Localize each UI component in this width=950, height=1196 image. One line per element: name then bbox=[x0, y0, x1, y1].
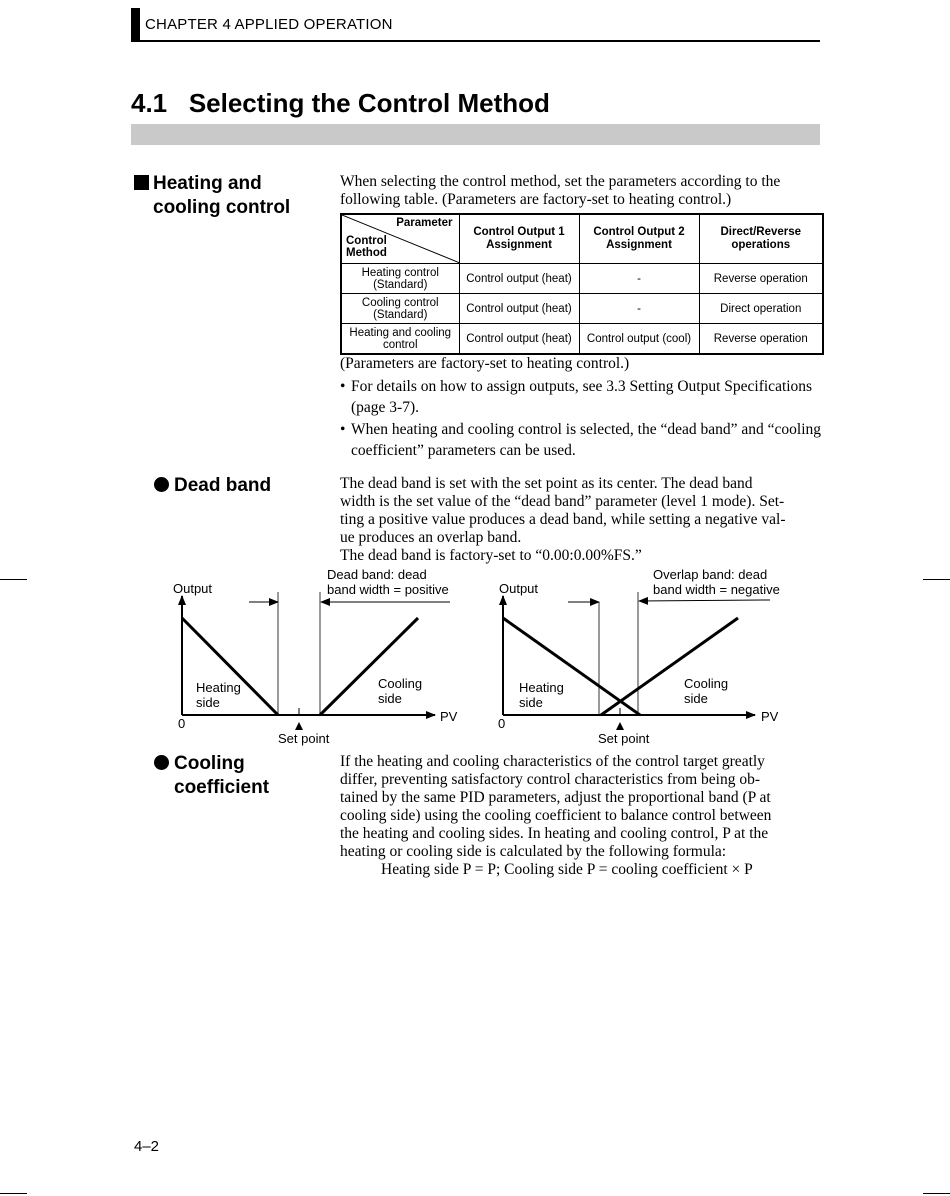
heating-cooling-heading: Heating and cooling control bbox=[134, 172, 290, 220]
chapter-header: CHAPTER 4 APPLIED OPERATION bbox=[145, 16, 393, 33]
crop-mark bbox=[0, 1193, 27, 1194]
crop-mark bbox=[0, 579, 27, 580]
list-item: • When heating and cooling control is selected, the “dead band” and “cooling coefficient” parameters can be used. bbox=[340, 421, 821, 459]
table-cell: Control output (cool) bbox=[579, 324, 699, 355]
cooling-coefficient-text: If the heating and cooling characteristics of the control target greatly differ, preventing satisfactory control characteristics from being ob- tained by the same PID parameters, adjust the proportional band (P at cooling side) using the cooling coefficient to balance control between the heating and cooling sides. In heating and cooling control, P at the heating or cooling side is calculated by the following formula: Heating side P = P; Cooling side P = cooling coefficient × P bbox=[340, 753, 830, 879]
heating-side-label: side bbox=[519, 695, 543, 710]
table-row bbox=[341, 324, 823, 355]
factory-note: (Parameters are factory-set to heating control.) bbox=[340, 355, 630, 372]
band-label: band width = positive bbox=[327, 582, 449, 597]
crop-mark bbox=[923, 579, 950, 580]
table-cell: Control output (heat) bbox=[459, 264, 579, 294]
band-label: Dead band: dead bbox=[327, 567, 427, 582]
method-cell: Heating and cooling control bbox=[341, 324, 459, 355]
square-bullet-icon bbox=[134, 175, 149, 190]
heating-side-label: side bbox=[196, 695, 220, 710]
origin-label: 0 bbox=[498, 716, 506, 731]
circle-bullet-icon bbox=[154, 477, 169, 492]
band-arrow bbox=[639, 600, 770, 601]
list-item: • For details on how to assign outputs, see 3.3 Setting Output Specifications (page 3-7). bbox=[340, 378, 813, 416]
table-cell: Control output (heat) bbox=[459, 324, 579, 355]
pv-label: PV bbox=[440, 709, 458, 724]
column-header: Direct/Reverse operations bbox=[699, 214, 823, 264]
dead-band-text: The dead band is set with the set point as its center. The dead band width is the set value of the “dead band” parameter (level 1 mode). Set- ting a positive value produces a dead band, while setting a negative val- ue produces an overlap band. The dead band is factory-set to “0.00:0.00%FS.” bbox=[340, 475, 786, 564]
formula: Heating side P = P; Cooling side P = cooling coefficient × P bbox=[381, 861, 753, 878]
column-header: Control Output 2 Assignment bbox=[579, 214, 699, 264]
table-cell: - bbox=[579, 294, 699, 324]
heating-cooling-intro: When selecting the control method, set the parameters according to the following table. (Parameters are factory-set to heating control.) bbox=[340, 173, 781, 208]
origin-label: 0 bbox=[178, 716, 186, 731]
cooling-line bbox=[601, 618, 738, 715]
table-cell: Reverse operation bbox=[699, 264, 823, 294]
overlap-band-diagram bbox=[498, 567, 780, 746]
band-label: Overlap band: dead bbox=[653, 567, 768, 582]
cooling-side-label: Cooling bbox=[684, 676, 729, 691]
title-band bbox=[131, 124, 820, 145]
control-method-table bbox=[340, 213, 824, 355]
column-header: Control Output 1 Assignment bbox=[459, 214, 579, 264]
table-row bbox=[341, 294, 823, 324]
table-header-row bbox=[341, 214, 823, 264]
page-number: 4–2 bbox=[134, 1138, 160, 1155]
cooling-line bbox=[320, 618, 418, 715]
cooling-coefficient-heading: Cooling coefficient bbox=[154, 752, 269, 800]
band-label: band width = negative bbox=[653, 582, 780, 597]
crop-mark bbox=[923, 1193, 950, 1194]
method-cell: Cooling control (Standard) bbox=[341, 294, 459, 324]
table-cell: - bbox=[579, 264, 699, 294]
table-cell: Reverse operation bbox=[699, 324, 823, 355]
chapter-marker-bar bbox=[131, 8, 140, 42]
set-point-label: Set point bbox=[278, 731, 330, 746]
heating-side-label: Heating bbox=[519, 680, 564, 695]
cooling-side-label: Cooling bbox=[378, 676, 423, 691]
table-cell: Direct operation bbox=[699, 294, 823, 324]
circle-bullet-icon bbox=[154, 755, 169, 770]
output-label: Output bbox=[173, 581, 213, 596]
header-rule bbox=[131, 40, 820, 42]
table-corner-cell: Parameter Control Method bbox=[341, 214, 459, 264]
heating-side-label: Heating bbox=[196, 680, 241, 695]
table-cell: Control output (heat) bbox=[459, 294, 579, 324]
cooling-side-label: side bbox=[684, 691, 708, 706]
dead-band-diagrams bbox=[0, 560, 950, 750]
dead-band-diagram bbox=[173, 567, 458, 746]
method-cell: Heating control (Standard) bbox=[341, 264, 459, 294]
output-label: Output bbox=[499, 581, 539, 596]
set-point-marker-icon bbox=[295, 722, 303, 730]
table-row bbox=[341, 264, 823, 294]
section-title: 4.1 Selecting the Control Method bbox=[131, 88, 550, 118]
set-point-marker-icon bbox=[616, 722, 624, 730]
pv-label: PV bbox=[761, 709, 779, 724]
bullet-list bbox=[340, 377, 824, 461]
cooling-side-label: side bbox=[378, 691, 402, 706]
set-point-label: Set point bbox=[598, 731, 650, 746]
dead-band-heading: Dead band bbox=[154, 474, 271, 498]
